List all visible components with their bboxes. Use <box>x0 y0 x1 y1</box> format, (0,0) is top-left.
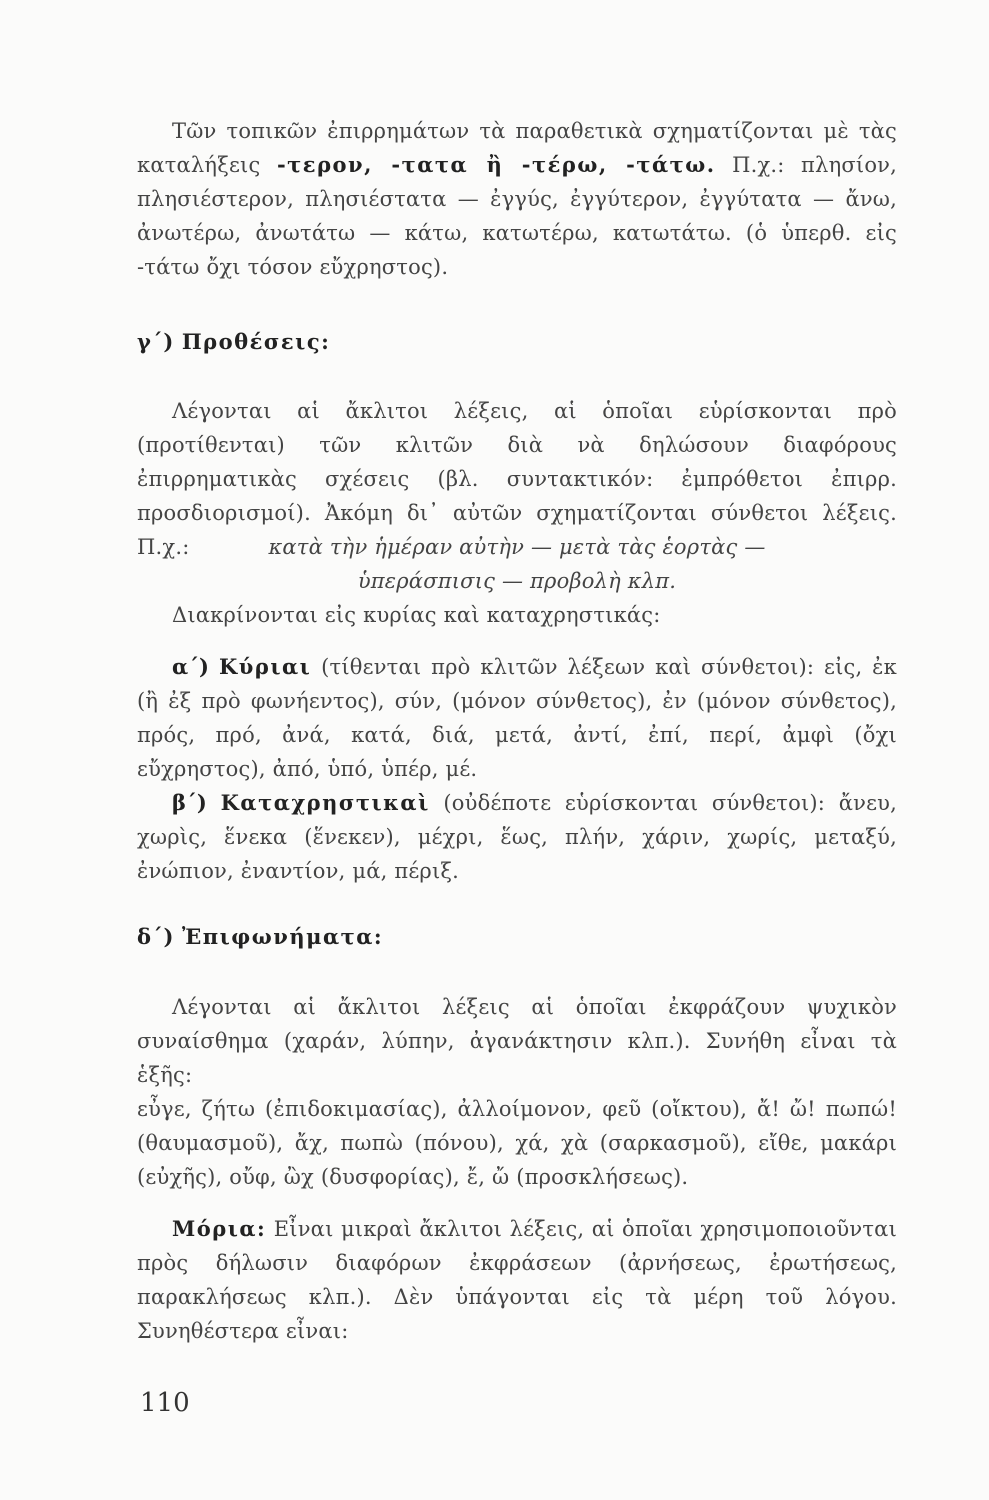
section-title: Ἐπιφωνήματα: <box>181 924 384 949</box>
section-heading-prepositions <box>137 325 897 359</box>
paragraph-categories <box>137 598 897 632</box>
section-label: δ΄) <box>137 924 175 949</box>
endings-bold: -τερον, -τατα ἢ -τέρω, -τάτω. <box>276 152 716 177</box>
example-line: κατὰ τὴν ἡμέραν αὐτὴν — μετὰ τὰς ἑορτὰς — <box>268 535 766 559</box>
subsection-improper-prepositions <box>137 786 897 888</box>
paragraph-text: εὖγε, ζήτω (ἐπιδοκιμασίας), ἀλλοίμονον, φεῦ (οἴκτου), ἄ! ὤ! πωπώ! (θαυμασμοῦ), ἄχ, πωπὼ (πόνου), χά, χὰ (σαρκασμοῦ), εἴθε, μακάρι (εὐχῆς), οὔφ, ὢχ (δυσφορίας), ἔ, ὤ (προσκλήσεως). <box>137 1097 897 1189</box>
subsection-label: α΄) <box>172 654 210 679</box>
section-heading-interjections <box>137 920 897 954</box>
paragraph-interjections-list <box>137 1092 897 1194</box>
section-label: γ΄) <box>137 329 175 354</box>
paragraph-interjections-definition <box>137 990 897 1092</box>
paragraph-text: Λέγονται αἱ ἄκλιτοι λέξεις αἱ ὁποῖαι ἐκφράζουν ψυχικὸν συναίσθημα (χαράν, λύπην, ἀγανάκτησιν κλπ.). Συνήθη εἶναι τὰ ἑξῆς: <box>137 995 897 1087</box>
subsection-title: Κύριαι <box>219 654 312 679</box>
paragraph-text: Λέγονται αἱ ἄκλιτοι λέξεις, αἱ ὁποῖαι εὑρίσκονται πρὸ (προτίθενται) τῶν κλιτῶν διὰ νὰ δηλώσουν διαφόρους ἐπιρρηματικὰς σχέσεις (βλ. συντακτικόν: ἐμπρόθετοι ἐπιρρ. προσδιορισμοί). Ἀκόμη δι᾽ αὐτῶν σχηματίζονται σύνθετοι λέξεις. Π.χ.: <box>137 399 897 559</box>
paragraph-text: Π.χ.: πλησίον, πλησιέστερον, πλησιέστατα — ἐγγύς, ἐγγύτερον, ἐγγύτατα — ἄνω, ἀνωτέρω, ἀνωτάτω — κάτω, κατωτέρω, κατωτάτω. (ὁ ὑπερθ. εἰς -τάτω ὄχι τόσον εὔχρηστος). <box>137 153 897 279</box>
subsection-text: (οὐδέποτε εὑρίσκονται σύνθετοι): ἄνευ, χωρὶς, ἕνεκα (ἕνεκεν), μέχρι, ἕως, πλήν, χάριν, χωρίς, μεταξύ, ἐνώπιον, ἐναντίον, μά, πέριξ. <box>137 791 897 883</box>
subsection-proper-prepositions <box>137 650 897 786</box>
particles-title: Μόρια: <box>172 1216 267 1241</box>
subsection-label: β΄) <box>172 790 207 815</box>
examples-block <box>137 530 897 598</box>
paragraph-text: Εἶναι μικραὶ ἄκλιτοι λέξεις, αἱ ὁποῖαι χρησιμοποιοῦνται πρὸς δήλωσιν διαφόρων ἐκφράσεων (ἀρνήσεως, ἐρωτήσεως, παρακλήσεως κλπ.). Δὲν ὑπάγονται εἰς τὰ μέρη τοῦ λόγου. Συνηθέστερα εἶναι: <box>137 1217 897 1343</box>
subsection-title: Καταχρηστικαὶ <box>220 790 430 815</box>
page-number: 110 <box>140 1388 190 1418</box>
paragraph-comparative-adverbs <box>137 114 897 284</box>
paragraph-text: Τῶν τοπικῶν ἐπιρρημάτων τὰ παραθετικὰ σχηματίζονται μὲ τὰς καταλήξεις <box>137 119 897 177</box>
paragraph-text: Διακρίνονται εἰς κυρίας καὶ καταχρηστικάς: <box>172 603 661 627</box>
paragraph-particles <box>137 1212 897 1348</box>
section-title: Προθέσεις: <box>181 329 331 354</box>
subsection-text: (τίθενται πρὸ κλιτῶν λέξεων καὶ σύνθετοι): εἰς, ἐκ (ἢ ἐξ πρὸ φωνήεντος), σύν, (μόνον σύνθετος), ἐν (μόνον σύνθετος), πρός, πρό, ἀνά, κατά, διά, μετά, ἀντί, ἐπί, περί, ἀμφὶ (ὄχι εὔχρηστος), ἀπό, ὑπό, ὑπέρ, μέ. <box>137 655 897 781</box>
example-line: ὑπεράσπισις — προβολὴ κλπ. <box>357 569 677 593</box>
